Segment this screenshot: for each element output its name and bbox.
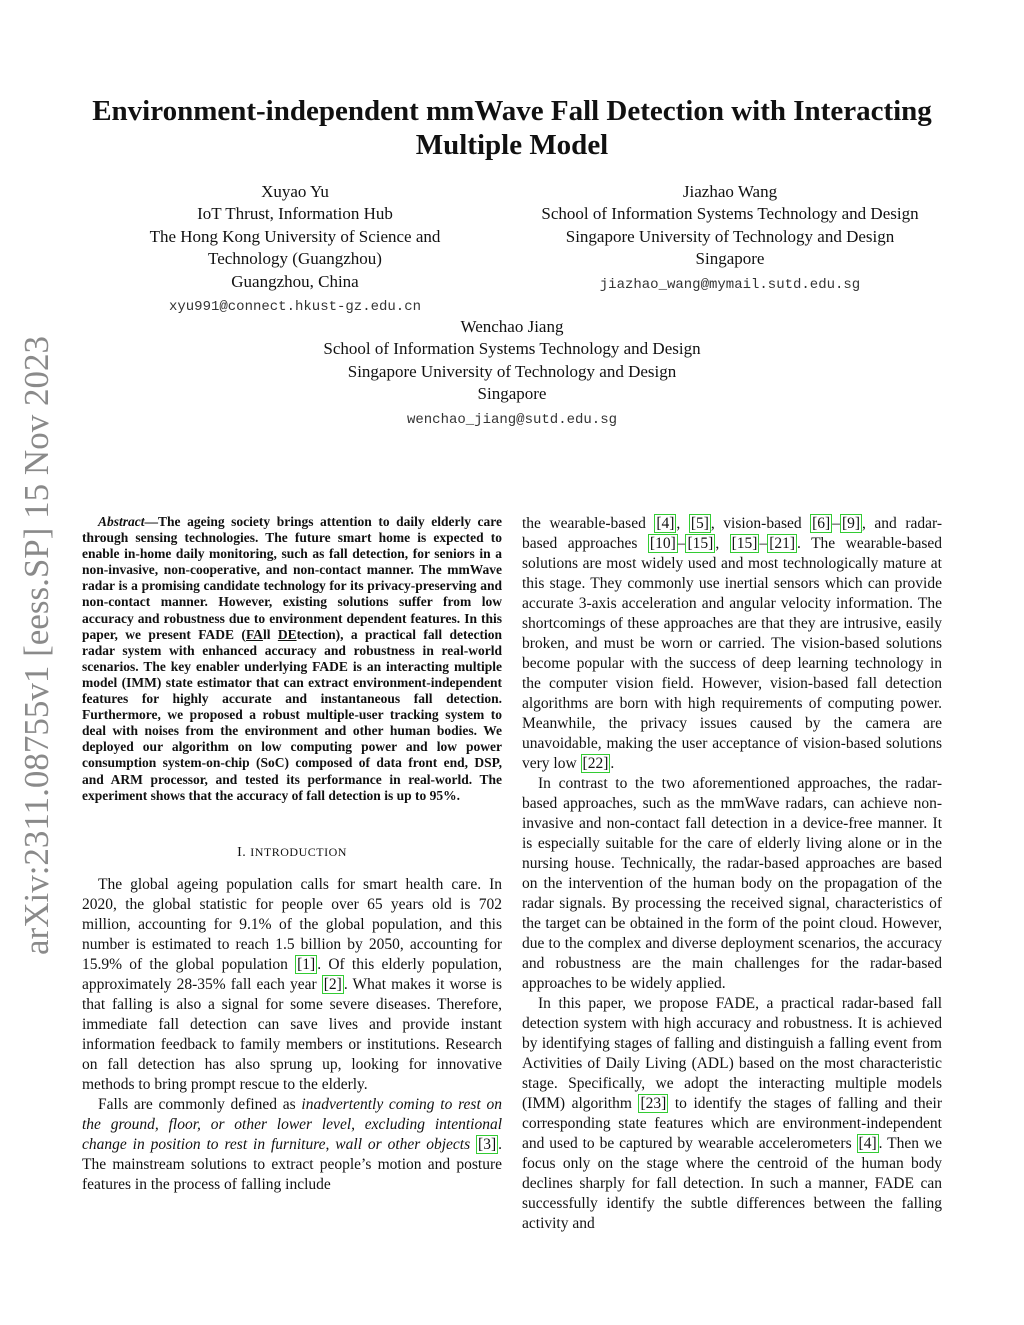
citation-link[interactable]: [1] <box>297 955 316 973</box>
section-title: INTRODUCTION <box>250 844 347 859</box>
citation-link[interactable]: [9] <box>841 515 861 532</box>
left-column <box>82 514 502 1195</box>
citation-link[interactable]: [6] <box>812 515 831 532</box>
author-affiliation: The Hong Kong University of Science and Technology (Guangzhou) <box>149 226 441 269</box>
intro-paragraph-2: Falls are commonly defined as inadvertently coming to rest on the ground, floor, or other lower level, excluding intentional change in position to rest in furniture, wall or other objects [3] . The mainstream solutions to extract people’s motion and posture features in the process of falling include <box>82 1095 502 1193</box>
citation-link[interactable]: [4] <box>656 515 675 532</box>
author-name: Jiazhao Wang <box>682 182 778 201</box>
citation-link[interactable]: [21] <box>769 535 796 552</box>
author-affiliation: Singapore University of Technology and Design <box>347 361 677 381</box>
author-affiliation: Singapore University of Technology and Design <box>565 226 895 246</box>
author-email[interactable]: jiazhao_wang@mymail.sutd.edu.sg <box>599 276 861 293</box>
author-affiliation: School of Information Systems Technology and Design <box>541 204 919 224</box>
author-affiliation: School of Information Systems Technology and Design <box>323 339 701 359</box>
intro-paragraph-1: The global ageing population calls for smart health care. In 2020, the global statistic for people over 65 years old is 702 million, accounting for 9.1% of the global population, and this number is estimated to reach 1.5 billion by 2050, accounting for 15.9% of the global population [1] . Of this elderly population, approximately 28-35% fall each year [2] . What makes it worse is that falling is also a signal for some severe diseases. Therefore, immediate fall detection can save lives and provide instant information feedback to family members or institutions. Research on fall detection has also sprung up, looking for innovative methods to bring prompt rescue to the elderly. <box>82 875 502 1093</box>
author-affiliation: Singapore <box>477 384 547 404</box>
right-column <box>522 514 942 1234</box>
author-name: Wenchao Jiang <box>460 317 564 336</box>
section-number: I. <box>237 844 247 860</box>
citation-link[interactable]: [15] <box>731 535 758 552</box>
arxiv-side-stamp: arXiv:2311.08755v1 [eess.SP] 15 Nov 2023 <box>17 336 56 955</box>
author-block-3 <box>317 316 707 431</box>
intro-paragraph-4: In contrast to the two aforementioned approaches, the radar-based approaches, such as the mmWave radars, can achieve non-invasive and non-contact fall detection in a device-free manner. It is especially suitable for the care of elderly living alone or in the nursing house. Technically, the radar-based approaches are based on the intervention of the human body on the propagation of the radar signals. By processing the received signal, characteristics of the target can be obtained in the form of the point cloud. However, due to the complex and diverse deployment scenarios, the accuracy and robustness are the main challenges for the radar-based approaches to be widely applied. <box>522 775 942 992</box>
citation-link[interactable]: [10] <box>649 535 676 552</box>
paper-title: Environment-independent mmWave Fall Detection with Interacting Multiple Model <box>92 95 932 161</box>
author-affiliation: Singapore <box>695 249 765 269</box>
citation-link[interactable]: [5] <box>690 515 709 532</box>
citation-link[interactable]: [23] <box>640 1095 667 1112</box>
section-heading-introduction <box>82 842 502 863</box>
citation-link[interactable]: [22] <box>582 755 609 772</box>
citation-link[interactable]: [4] <box>858 1135 877 1152</box>
intro-paragraph-5: In this paper, we propose FADE, a practical radar-based fall detection system with high accuracy and robustness. It is achieved by identifying stages of falling and distinguish a falling event from Activities of Daily Living (ADL) based on the most characteristic stage. Specifically, we adopt the interacting multiple models (IMM) algorithm [23] to identify the stages of falling and their corresponding state features which are environment-independent and used to be captured by wearable accelerometers [4] . Then we focus only on the stage where the centroid of the human body declines sharply for fall detection. In such a manner, FADE can successfully identify the subtle differences between the falling activity and <box>522 995 942 1232</box>
author-affiliation: IoT Thrust, Information Hub <box>197 204 393 224</box>
author-block-2 <box>535 181 925 296</box>
citation-link[interactable]: [3] <box>478 1135 497 1153</box>
citation-link[interactable]: [2] <box>323 975 342 993</box>
abstract-label: Abstract <box>98 514 145 529</box>
author-email[interactable]: wenchao_jiang@sutd.edu.sg <box>406 411 618 428</box>
author-affiliation: Guangzhou, China <box>231 271 359 291</box>
author-email[interactable]: xyu991@connect.hkust-gz.edu.cn <box>168 299 422 316</box>
intro-paragraph-3: the wearable-based [4] , [5] , vision-based [6] – [9] , and radar-based approaches [10] – [15] , [15] – [21] . The wearable-based solutions are most widely used and most technologically mature at this stage. They commonly use inertial sensors which can provide accurate 3-axis acceleration and angular velocity information. The shortcomings of these approaches are that they are intrusive, easily broken, and must be worn or carried. The vision-based solutions become popular with the success of deep learning technology in the computer vision field. However, vision-based fall detection algorithms are born with high requirements of computing power. Meanwhile, the privacy issues caused by the camera are unavoidable, making the user acceptance of vision-based solutions very low [22] . <box>522 515 943 772</box>
author-block-1 <box>110 181 480 318</box>
citation-link[interactable]: [15] <box>687 535 714 552</box>
abstract: Abstract—The ageing society brings attention to daily elderly care through sensing technologies. The future smart home is expected to enable in-home daily monitoring, such as fall detection, for seniors in a non-invasive, non-cooperative, and non-contact manner. The mmWave radar is a promising candidate technology for its privacy-preserving and non-contact manner. However, existing solutions suffer from low accuracy and robustness due to environment dependent features. In this paper, we present FADE (FAll DEtection), a practical fall detection radar system with enhanced accuracy and robustness in real-world scenarios. The key enabler underlying FADE is an interacting multiple model (IMM) state estimator that can extract environment-independent features for highly accurate and instantaneous fall detection. Furthermore, we proposed a robust multiple-user tracking system to deal with noises from the environment and other human bodies. We deployed our algorithm on low computing power and low power consumption system-on-chip (SoC) composed of data front end, DSP, and ARM processor, and tested its performance in real-world. The experiment shows that the accuracy of fall detection is up to 95%. <box>82 514 502 803</box>
author-name: Xuyao Yu <box>261 182 329 201</box>
